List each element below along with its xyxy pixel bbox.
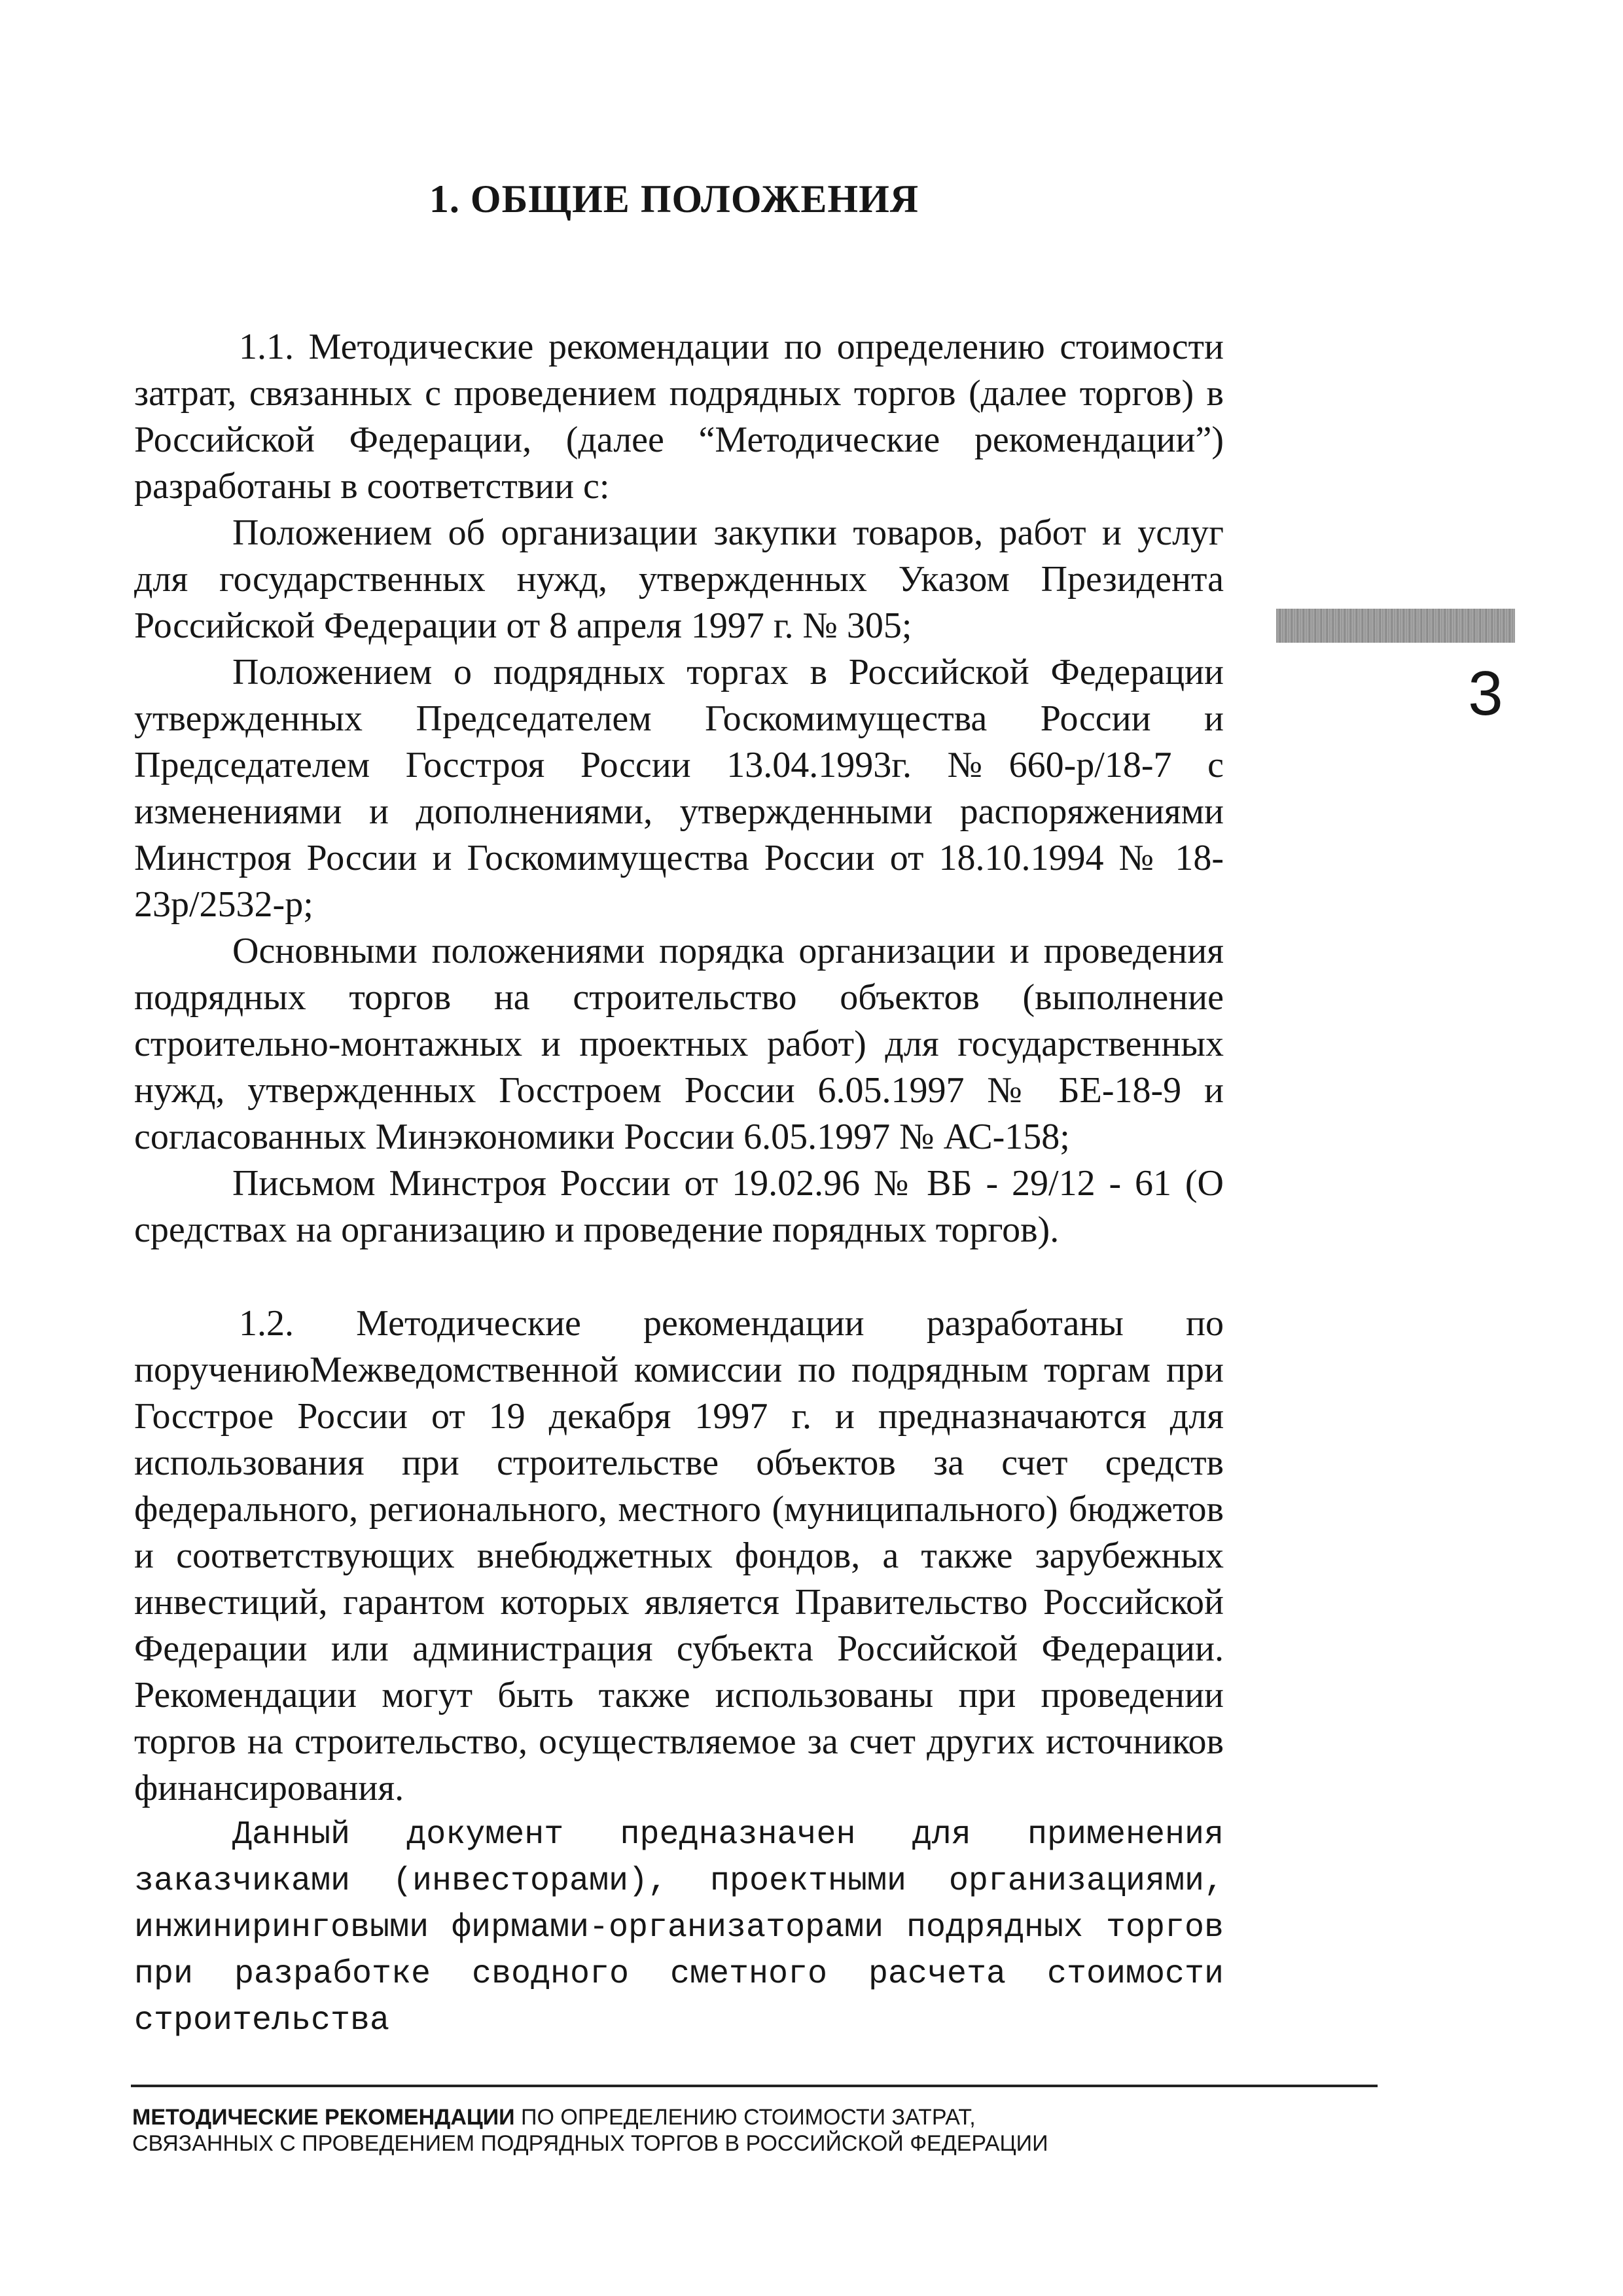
paragraph-1-1: 1.1. Методические рекомендации по определению стоимости затрат, связанных с проведением подрядных торгов (далее торгов) в Российской Федерации, (далее “Методические рекомендации”) разработаны в соответствии с: [134, 327, 1224, 507]
body-text [134, 324, 1224, 2044]
footer-rule [131, 2085, 1378, 2087]
paragraph-document-purpose: Данный документ предназначен для применения заказчиками (инвесторами), проектными организациями, инжиниринговыми фирмами-организаторами подрядных торгов при разработке сводного сметного расчета стоимости строительства [134, 1816, 1224, 2039]
paragraph-main-provisions: Основными положениями порядка организации и проведения подрядных торгов на строительство объектов (выполнение строительно-монтажных и проектных работ) для государственных нужд, утвержденных Госстроем России 6.05.1997 № БЕ-18-9 и согласованных Минэкономики России 6.05.1997 № АС-158; [134, 931, 1224, 1157]
paragraph-gap [134, 1253, 1224, 1300]
running-footer [132, 2104, 1376, 2157]
paragraph-ministry-letter: Письмом Минстроя России от 19.02.96 № ВБ - 29/12 - 61 (О средствах на организацию и проведение порядных торгов). [134, 1163, 1224, 1250]
footer-line-1-rest: ПО ОПРЕДЕЛЕНИЮ СТОИМОСТИ ЗАТРАТ, [514, 2105, 976, 2130]
section-heading: 1. ОБЩИЕ ПОЛОЖЕНИЯ [429, 177, 919, 221]
footer-line-2: СВЯЗАННЫХ С ПРОВЕДЕНИЕМ ПОДРЯДНЫХ ТОРГОВ В РОССИЙСКОЙ ФЕДЕРАЦИИ [132, 2131, 1048, 2156]
paragraph-tender-regulation: Положением о подрядных торгах в Российской Федерации утвержденных Председателем Госкомимущества России и Председателем Госстроя России 13.04.1993г. №660-р/18-7 с изменениями и дополнениями, утвержденными распоряжениями Минстроя России и Госкомимущества России от 18.10.1994 № 18-23р/2532-р; [134, 652, 1224, 925]
side-tab-marker [1276, 609, 1515, 643]
page-number: 3 [1468, 658, 1503, 728]
paragraph-procurement-regulation: Положением об организации закупки товаров, работ и услуг для государственных нужд, утвержденных Указом Президента Российской Федерации от 8 апреля 1997 г. № 305; [134, 512, 1224, 646]
paragraph-1-2: 1.2. Методические рекомендации разработаны по поручениюМежведомственной комиссии по подрядным торгам при Госстрое России от 19 декабря 1997 г. и предназначаются для использования при строительстве объектов за счет средств федерального, регионального, местного (муниципального) бюджетов и соответствующих внебюджетных фондов, а также зарубежных инвестиций, гарантом которых является Правительство Российской Федерации или администрация субъекта Российской Федерации. Рекомендации могут быть также использованы при проведении торгов на строительство, осуществляемое за счет других источников финансирования. [134, 1303, 1224, 1808]
footer-bold-title: МЕТОДИЧЕСКИЕ РЕКОМЕНДАЦИИ [132, 2105, 515, 2130]
footer-line-1 [132, 2104, 1376, 2130]
